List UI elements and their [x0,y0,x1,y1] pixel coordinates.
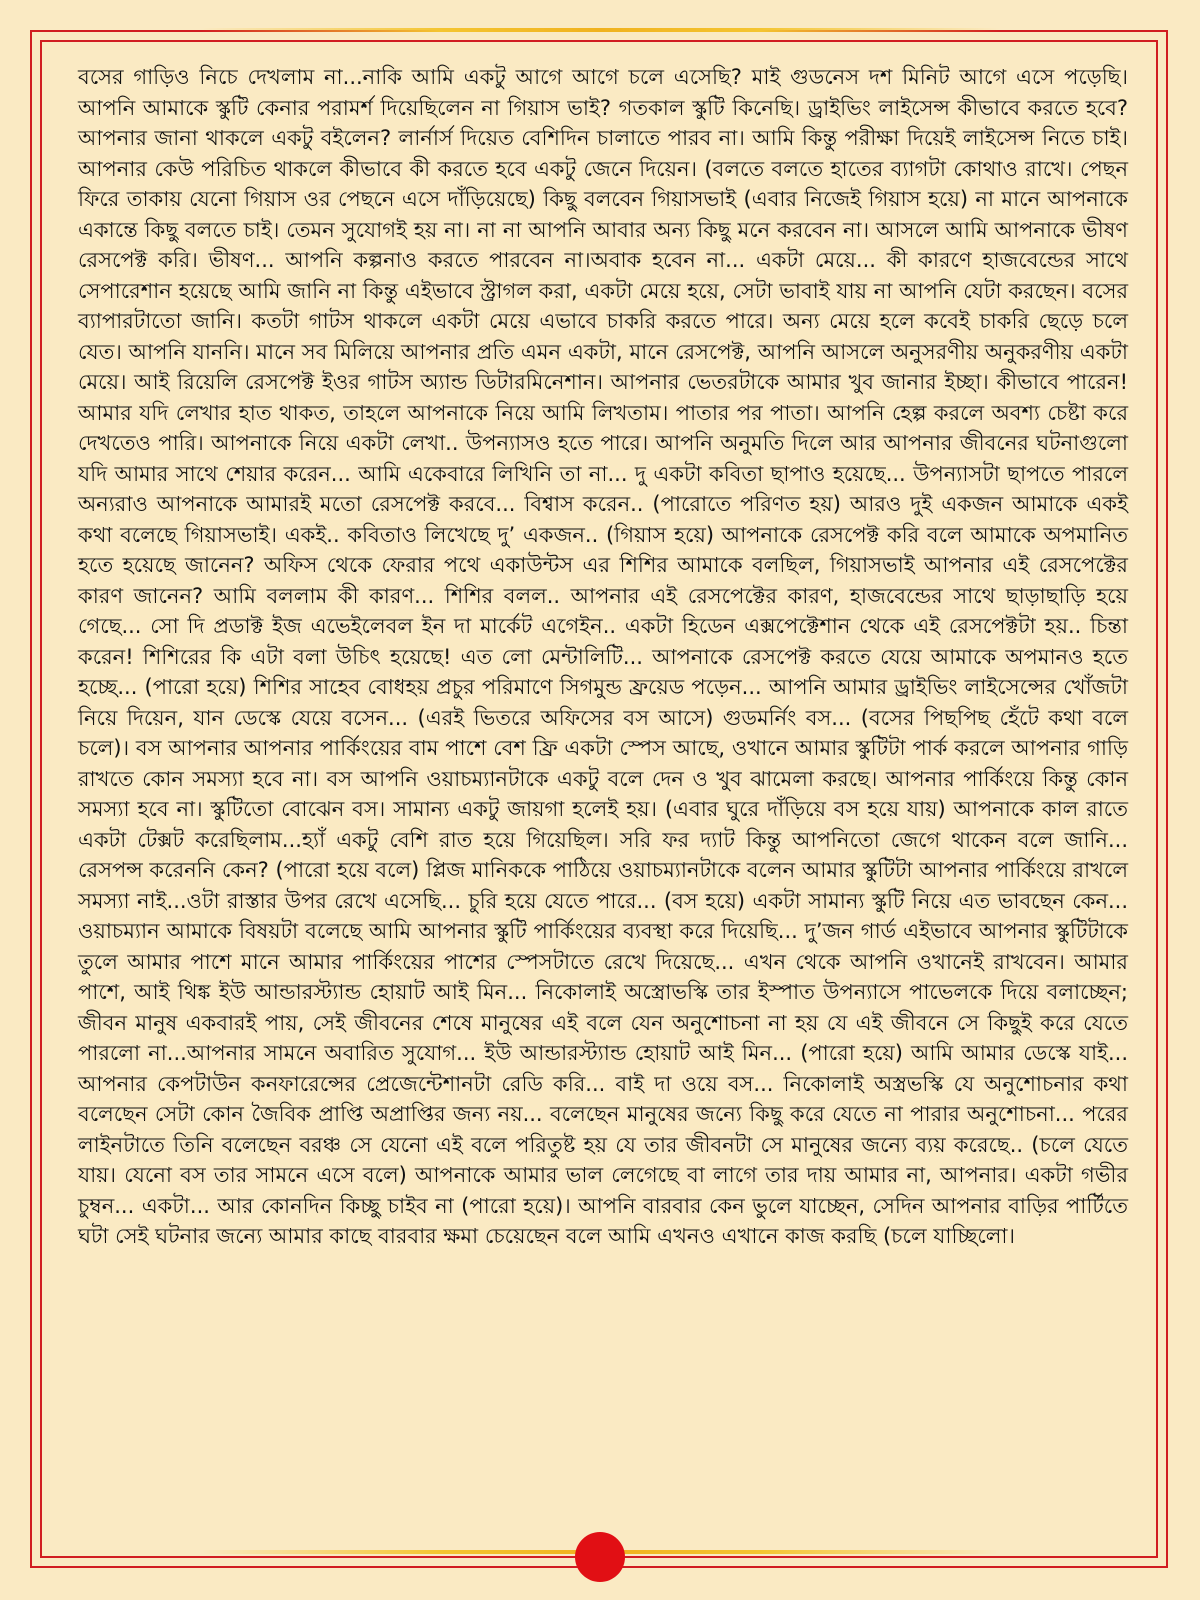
top-ornament-line [200,28,1000,32]
story-text [78,62,1128,1252]
red-dot-ornament [575,1532,625,1582]
story-paragraph: বসের গাড়িও নিচে দেখলাম না...নাকি আমি একটু আগে আগে চলে এসেছি? মাই গুডনেস দশ মিনিট আগে এসে পড়েছি। আপনি আমাকে স্কুটি কেনার পরামর্শ দিয়েছিলেন না গিয়াস ভাই? গতকাল স্কুটি কিনেছি। ড্রাইভিং লাইসেন্স কীভাবে করতে হবে? আপনার জানা থাকলে একটু বইলেন? লার্নার্স দিয়েত বেশিদিন চালাতে পারব না। আমি কিন্তু পরীক্ষা দিয়েই লাইসেন্স নিতে চাই। আপনার কেউ পরিচিত থাকলে কীভাবে কী করতে হবে একটু জেনে দিয়েন। (বলতে বলতে হাতের ব্যাগটা কোথাও রাখে। পেছন ফিরে তাকায় যেনো গিয়াস ওর পেছনে এসে দাঁড়িয়েছে) কিছু বলবেন গিয়াসভাই (এবার নিজেই গিয়াস হয়ে) না মানে আপনাকে একান্তে কিছু বলতে চাই। তেমন সুযোগই হয় না। না না আপনি আবার অন্য কিছু মনে করবেন না। আসলে আমি আপনাকে ভীষণ রেসপেক্ট করি। ভীষণ... আপনি কল্পনাও করতে পারবেন না।অবাক হবেন না... একটা মেয়ে... কী কারণে হাজবেন্ডের সাথে সেপারেশান হয়েছে আমি জানি না কিন্তু এইভাবে স্ট্রাগল করা, একটা মেয়ে হয়ে, সেটা ভাবাই যায় না আপনি যেটা করছেন। বসের ব্যাপারটাতো জানি। কতটা গাটস থাকলে একটা মেয়ে এভাবে চাকরি করতে পারে। অন্য মেয়ে হলে কবেই চাকরি ছেড়ে চলে যেত। আপনি যাননি। মানে সব মিলিয়ে আপনার প্রতি এমন একটা, মানে রেসপেক্ট, আপনি আসলে অনুসরণীয় অনুকরণীয় একটা মেয়ে। আই রিয়েলি রেসপেক্ট ইওর গাটস অ্যান্ড ডিটারমিনেশান। আপনার ভেতরটাকে আমার খুব জানার ইচ্ছা। কীভাবে পারেন! আমার যদি লেখার হাত থাকত, তাহলে আপনাকে নিয়ে আমি লিখতাম। পাতার পর পাতা। আপনি হেল্প করলে অবশ্য চেষ্টা করে দেখতেও পারি। আপনাকে নিয়ে একটা লেখা.. উপন্যাসও হতে পারে। আপনি অনুমতি দিলে আর আপনার জীবনের ঘটনাগুলো যদি আমার সাথে শেয়ার করেন... আমি একেবারে লিখিনি তা না... দু একটা কবিতা ছাপাও হয়েছে... উপন্যাসটা ছাপতে পারলে অন্যরাও আপনাকে আমারই মতো রেসপেক্ট করবে... বিশ্বাস করেন.. (পারোতে পরিণত হয়) আরও দুই একজন আমাকে একই কথা বলেছে গিয়াসভাই। একই.. কবিতাও লিখেছে দু’ একজন.. (গিয়াস হয়ে) আপনাকে রেসপেক্ট করি বলে আমাকে অপমানিত হতে হয়েছে জানেন? অফিস থেকে ফেরার পথে একাউন্টস এর শিশির আমাকে বলছিল, গিয়াসভাই আপনার এই রেসপেক্টের কারণ জানেন? আমি বললাম কী কারণ... শিশির বলল.. আপনার এই রেসপেক্টের কারণ, হাজবেন্ডের সাথে ছাড়াছাড়ি হয়ে গেছে... সো দি প্রডাক্ট ইজ এভেইলেবল ইন দা মার্কেট এগেইন.. একটা হিডেন এক্সপেক্টেশান থেকে এই রেসপেক্টটা হয়.. চিন্তা করেন! শিশিরের কি এটা বলা উচিৎ হয়েছে! এত লো মেন্টালিটি... আপনাকে রেসপেক্ট করতে যেয়ে আমাকে অপমানও হতে হচ্ছে... (পারো হয়ে) শিশির সাহেব বোধহয় প্রচুর পরিমাণে সিগমুন্ড ফ্রয়েড পড়েন... আপনি আমার ড্রাইভিং লাইসেন্সের খোঁজটা নিয়ে দিয়েন, যান ডেস্কে যেয়ে বসেন... (এরই ভিতরে অফিসের বস আসে) গুডমর্নিং বস... (বসের পিছপিছ হেঁটে কথা বলে চলে)। বস আপনার আপনার পার্কিংয়ের বাম পাশে বেশ ফ্রি একটা স্পেস আছে, ওখানে আমার স্কুটিটা পার্ক করলে আপনার গাড়ি রাখতে কোন সমস্যা হবে না। বস আপনি ওয়াচম্যানটাকে একটু বলে দেন ও খুব ঝামেলা করছে। আপনার পার্কিংয়ে কিন্তু কোন সমস্যা হবে না। স্কুটিতো বোঝেন বস। সামান্য একটু জায়গা হলেই হয়। (এবার ঘুরে দাঁড়িয়ে বস হয়ে যায়) আপনাকে কাল রাতে একটা টেক্সট করেছিলাম...হ্যাঁ একটু বেশি রাত হয়ে গিয়েছিল। সরি ফর দ্যাট কিন্তু আপনিতো জেগে থাকেন বলে জানি... রেসপন্স করেননি কেন? (পারো হয়ে বলে) প্লিজ মানিককে পাঠিয়ে ওয়াচম্যানটাকে বলেন আমার স্কুটিটা আপনার পার্কিংয়ে রাখলে সমস্যা নাই...ওটা রাস্তার উপর রেখে এসেছি... চুরি হয়ে যেতে পারে... (বস হয়ে) একটা সামান্য স্কুটি নিয়ে এত ভাবছেন কেন... ওয়াচম্যান আমাকে বিষয়টা বলেছে আমি আপনার স্কুটি পার্কিংয়ের ব্যবস্থা করে দিয়েছি... দু’জন গার্ড এইভাবে আপনার স্কুটিটাকে তুলে আমার পাশে মানে আমার পার্কিংয়ের পাশের স্পেসটাতে রেখে দিয়েছে... এখন থেকে আপনি ওখানেই রাখবেন। আমার পাশে, আই থিঙ্ক ইউ আন্ডারস্ট্যান্ড হোয়াট আই মিন... নিকোলাই অস্ত্রোভস্কি তার ইস্পাত উপন্যাসে পাভেলকে দিয়ে বলাচ্ছেন; জীবন মানুষ একবারই পায়, সেই জীবনের শেষে মানুষের এই বলে যেন অনুশোচনা না হয় যে এই জীবনে সে কিছুই করে যেতে পারলো না...আপনার সামনে অবারিত সুযোগ... ইউ আন্ডারস্ট্যান্ড হোয়াট আই মিন... (পারো হয়ে) আমি আমার ডেস্কে যাই... আপনার কেপটাউন কনফারেন্সের প্রেজেন্টেশানটা রেডি করি... বাই দা ওয়ে বস... নিকোলাই অস্ত্রভস্কি যে অনুশোচনার কথা বলেছেন সেটা কোন জৈবিক প্রাপ্তি অপ্রাপ্তির জন্য নয়... বলেছেন মানুষের জন্যে কিছু করে যেতে না পারার অনুশোচনা... পরের লাইনটাতে তিনি বলেছেন বরঞ্চ সে যেনো এই বলে পরিতুষ্ট হয় যে তার জীবনটা সে মানুষের জন্যে ব্যয় করেছে.. (চলে যেতে যায়। যেনো বস তার সামনে এসে বলে) আপনাকে আমার ভাল লেগেছে বা লাগে তার দায় আমার না, আপনার। একটা গভীর চুম্বন... একটা... আর কোনদিন কিচ্ছু চাইব না (পারো হয়ে)। আপনি বারবার কেন ভুলে যাচ্ছেন, সেদিন আপনার বাড়ির পার্টিতে ঘটা সেই ঘটনার জন্যে আমার কাছে বারবার ক্ষমা চেয়েছেন বলে আমি এখনও এখানে কাজ করছি (চলে যাচ্ছিলো। [78,65,1128,1248]
